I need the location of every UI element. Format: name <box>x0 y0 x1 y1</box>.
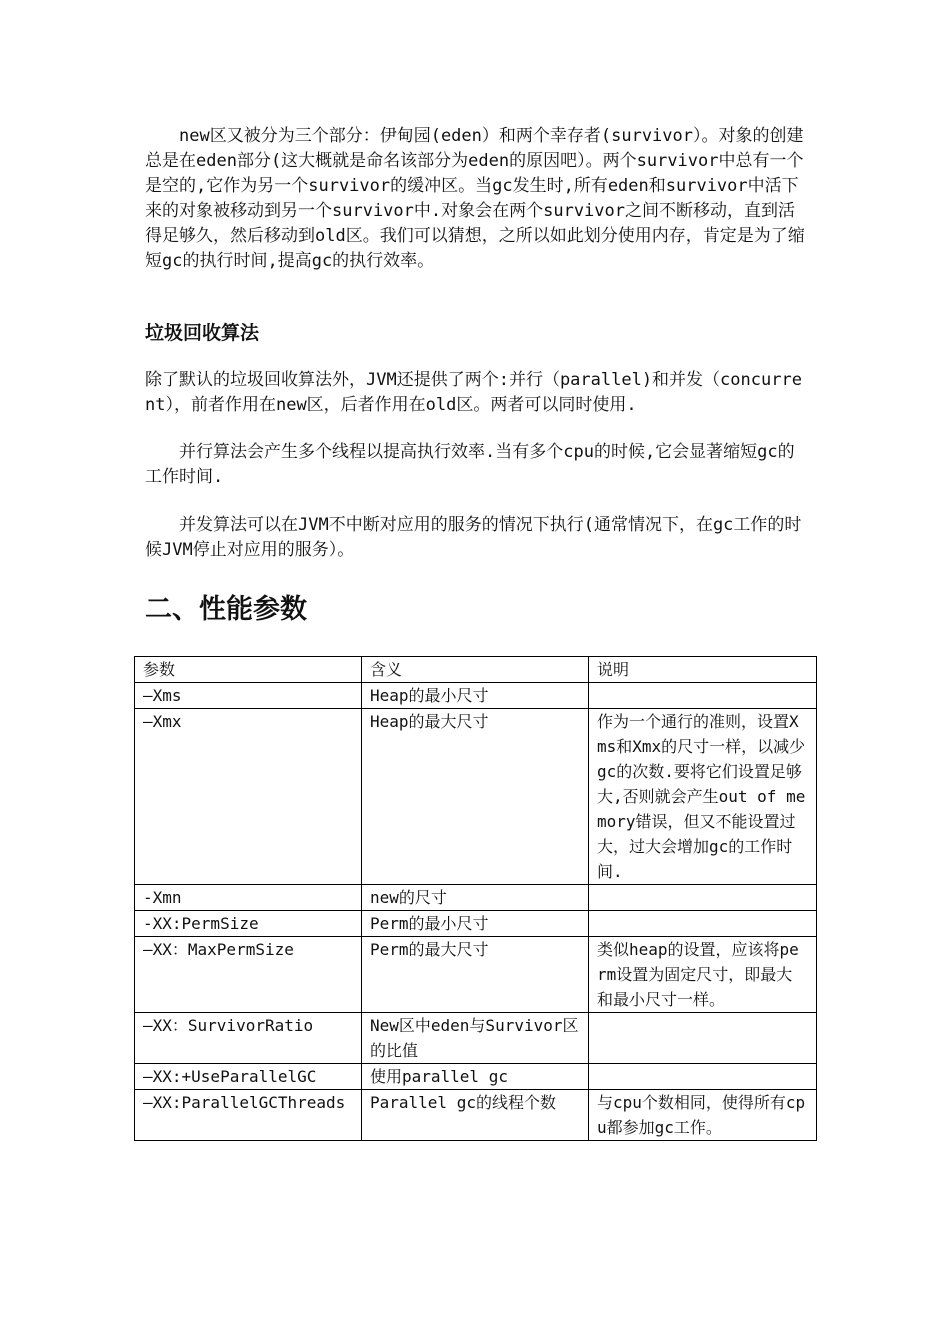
paragraph-concurrent-algorithm: 并发算法可以在JVM不中断对应用的服务的情况下执行(通常情况下，在gc工作的时候JVM停止对应用的服务）。 <box>145 515 802 560</box>
header-cell-meaning: 含义 <box>362 657 589 683</box>
meaning-cell: 使用parallel gc <box>362 1064 589 1090</box>
description-cell: 与cpu个数相同，使得所有cpu都参加gc工作。 <box>589 1090 817 1141</box>
table-row <box>135 885 817 911</box>
param-cell: -Xmn <box>135 885 362 911</box>
description-cell: 作为一个通行的准则，设置Xms和Xmx的尺寸一样，以减少gc的次数.要将它们设置足够大,否则就会产生out of memory错误，但又不能设置过大，过大会增加gc的工作时间. <box>589 709 817 885</box>
param-cell: —XX：MaxPermSize <box>135 937 362 1013</box>
param-cell: —Xms <box>135 683 362 709</box>
header-cell-param: 参数 <box>135 657 362 683</box>
meaning-cell: Heap的最大尺寸 <box>362 709 589 885</box>
table-row <box>135 1013 817 1064</box>
table-row <box>135 709 817 885</box>
description-cell <box>589 683 817 709</box>
meaning-cell: Parallel gc的线程个数 <box>362 1090 589 1141</box>
description-cell: 类似heap的设置，应该将perm设置为固定尺寸，即最大和最小尺寸一样。 <box>589 937 817 1013</box>
table-header-row <box>135 657 817 683</box>
description-cell <box>589 911 817 937</box>
table-row <box>135 1090 817 1141</box>
table-row <box>135 937 817 1013</box>
param-cell: —Xmx <box>135 709 362 885</box>
table-row <box>135 1064 817 1090</box>
meaning-cell: new的尺寸 <box>362 885 589 911</box>
header-cell-description: 说明 <box>589 657 817 683</box>
param-cell: —XX:ParallelGCThreads <box>135 1090 362 1141</box>
description-cell <box>589 1013 817 1064</box>
meaning-cell: Heap的最小尺寸 <box>362 683 589 709</box>
paragraph-new-area: new区又被分为三个部分：伊甸园(eden）和两个幸存者(survivor）。对象的创建总是在eden部分(这大概就是命名该部分为eden的原因吧）。两个survivor中总有一个是空的,它作为另一个survivor的缓冲区。当gc发生时,所有eden和survivor中活下来的对象被移动到另一个survivor中.对象会在两个survivor之间不断移动，直到活得足够久，然后移动到old区。我们可以猜想，之所以如此划分使用内存，肯定是为了缩短gc的执行时间,提高gc的执行效率。 <box>145 126 805 271</box>
param-cell: —XX：SurvivorRatio <box>135 1013 362 1064</box>
paragraph-parallel-algorithm: 并行算法会产生多个线程以提高执行效率.当有多个cpu的时候,它会显著缩短gc的工作时间. <box>145 442 795 487</box>
heading-performance-params: 二、性能参数 <box>145 594 307 625</box>
meaning-cell: New区中eden与Survivor区的比值 <box>362 1013 589 1064</box>
description-cell <box>589 1064 817 1090</box>
param-cell: —XX:+UseParallelGC <box>135 1064 362 1090</box>
param-cell: -XX:PermSize <box>135 911 362 937</box>
meaning-cell: Perm的最小尺寸 <box>362 911 589 937</box>
description-cell <box>589 885 817 911</box>
heading-gc-algorithms: 垃圾回收算法 <box>145 322 260 344</box>
table-row <box>135 683 817 709</box>
parameters-table <box>134 656 817 1141</box>
paragraph-parallel-concurrent: 除了默认的垃圾回收算法外，JVM还提供了两个:并行（parallel)和并发（concurrent），前者作用在new区，后者作用在old区。两者可以同时使用. <box>145 370 802 415</box>
table-row <box>135 911 817 937</box>
meaning-cell: Perm的最大尺寸 <box>362 937 589 1013</box>
